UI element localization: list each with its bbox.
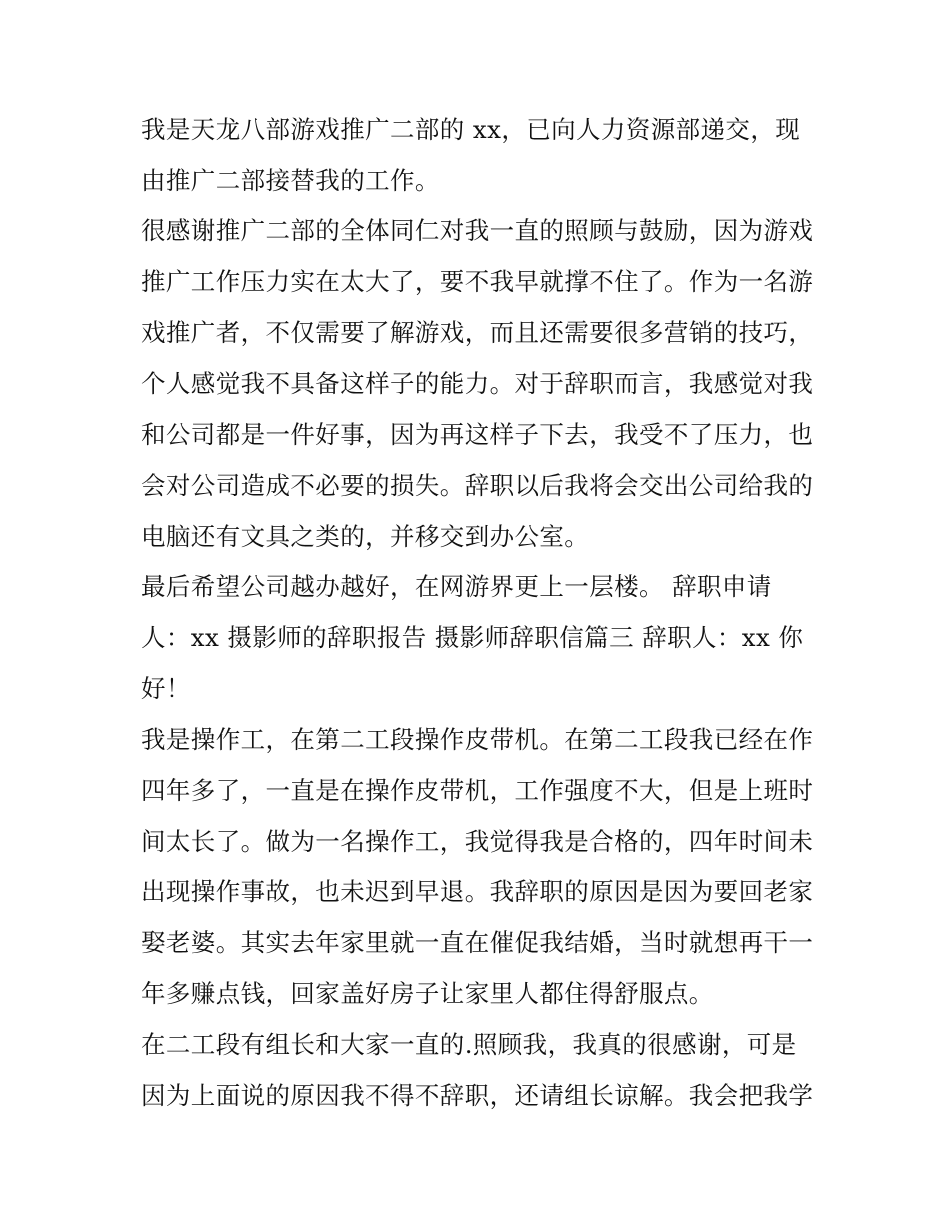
text-line: 我是天龙八部游戏推广二部的 xx，已向人力资源部递交，现 [141, 115, 801, 144]
text-line: 年多赚点钱，回家盖好房子让家里人都住得舒服点。 [141, 979, 714, 1008]
text-line: 人：xx 摄影师的辞职报告 摄影师辞职信篇三 辞职人：xx 你 [141, 623, 804, 652]
text-line: 因为上面说的原因我不得不辞职，还请组长谅解。我会把我学 [141, 1081, 814, 1110]
text-line: 最后希望公司越办越好，在网游界更上一层楼。 辞职申请 [141, 572, 772, 601]
text-line: 推广工作压力实在太大了，要不我早就撑不住了。作为一名游 [141, 267, 814, 296]
text-line: 娶老婆。其实去年家里就一直在催促我结婚，当时就想再干一 [141, 928, 814, 957]
text-line: 我是操作工，在第二工段操作皮带机。在第二工段我已经在作 [141, 725, 814, 754]
text-line: 个人感觉我不具备这样子的能力。对于辞职而言，我感觉对我 [141, 369, 814, 398]
text-line: 戏推广者，不仅需要了解游戏，而且还需要很多营销的技巧， [141, 318, 814, 347]
text-line: 出现操作事故，也未迟到早退。我辞职的原因是因为要回老家 [141, 877, 814, 906]
text-line: 电脑还有文具之类的，并移交到办公室。 [141, 522, 590, 551]
text-line: 四年多了，一直是在操作皮带机，工作强度不大，但是上班时 [141, 776, 814, 805]
text-line: 很感谢推广二部的全体同仁对我一直的照顾与鼓励，因为游戏 [141, 216, 814, 245]
text-line: 好！ [141, 674, 191, 703]
text-line: 在二工段有组长和大家一直的.照顾我，我真的很感谢，可是 [141, 1030, 797, 1059]
text-line: 由推广二部接替我的工作。 [141, 166, 440, 195]
text-line: 间太长了。做为一名操作工，我觉得我是合格的，四年时间未 [141, 827, 814, 856]
text-line: 会对公司造成不必要的损失。辞职以后我将会交出公司给我的 [141, 471, 814, 500]
text-line: 和公司都是一件好事，因为再这样子下去，我受不了压力，也 [141, 420, 814, 449]
